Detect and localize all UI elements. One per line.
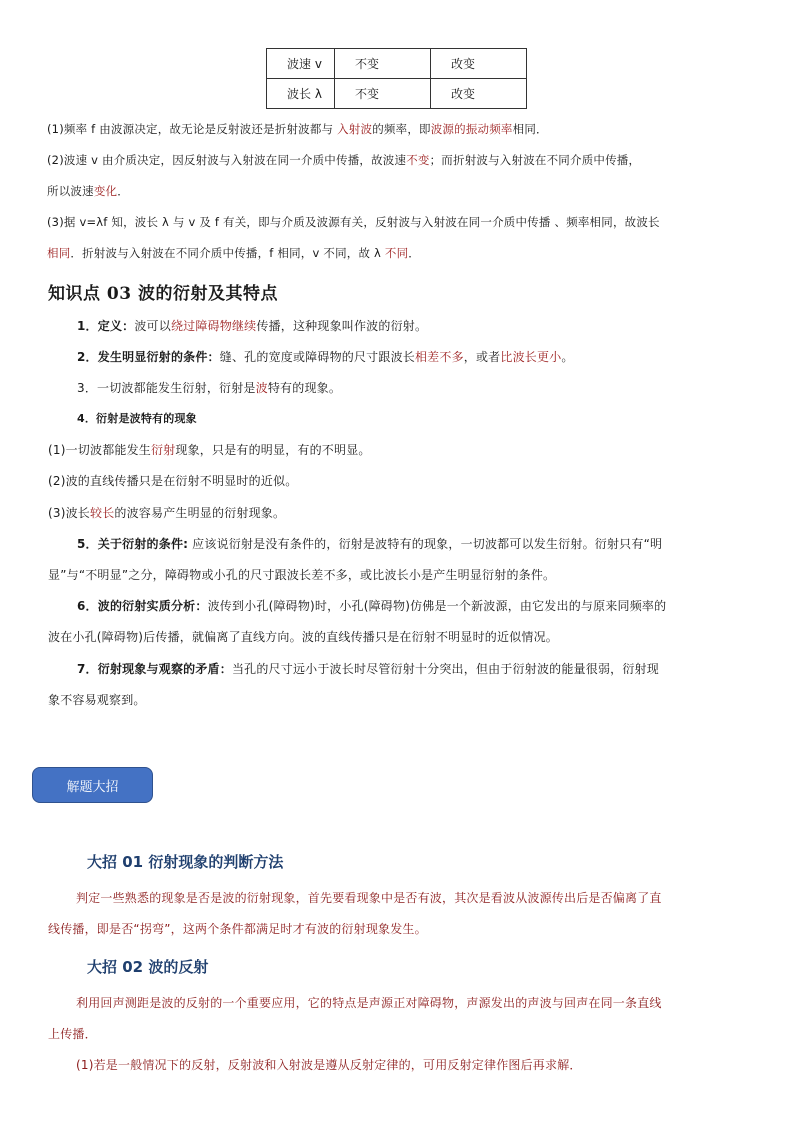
item-about-condition-line2: 显”与“不明显”之分，障碍物或小孔的尺寸跟波长差不多，或比波长小是产生明显衍射的条件。	[48, 568, 556, 582]
text: (1)频率 f 由波源决定，故无论是反射波还是折射波都与	[47, 122, 338, 136]
text: (2)波速 v 由介质决定，因反射波与入射波在同一介质中传播，故波速	[47, 153, 407, 167]
paragraph-frequency	[47, 121, 548, 137]
paragraph-speed-line1	[47, 152, 640, 168]
item-label: 1．定义：	[77, 319, 135, 333]
table-row	[267, 79, 527, 109]
item-label: 4．衍射是波特有的现象	[77, 412, 197, 425]
item-essence-line2: 波在小孔(障碍物)后传播，就偏离了直线方向。波的直线传播只是在衍射不明显时的近似情况。	[48, 630, 558, 644]
emphasis-text: 入射波	[337, 122, 373, 136]
table-row	[267, 49, 527, 79]
table-cell: 波速 v	[267, 49, 335, 79]
tip1-line2: 线传播，即是否“拐弯”，这两个条件都满足时才有波的衍射现象发生。	[48, 922, 427, 936]
tip-heading-diffraction: 大招 01 衍射现象的判断方法	[87, 853, 284, 871]
text: (1)一切波都能发生	[48, 443, 151, 457]
tip-heading-reflection: 大招 02 波的反射	[87, 958, 209, 976]
wave-property-table	[266, 48, 527, 109]
emphasis-text: 相同	[47, 246, 71, 260]
paragraph-wavelength-line2	[47, 245, 420, 261]
text: 应该说衍射是没有条件的，衍射是波特有的现象，一切波都可以发生衍射。衍射只有“明	[188, 537, 663, 551]
item-sub-2: (2)波的直线传播只是在衍射不明显时的近似。	[48, 474, 298, 488]
tip2-line2: 上传播．	[48, 1027, 97, 1041]
text: (3)据 v=λf 知，波长 λ 与 v 及 f 有关，即与介质及波源有关，反射波与入射波在同一介质中传播 、频率相同，故波长	[47, 215, 660, 229]
tip2-line1: 利用回声测距是波的反射的一个重要应用，它的特点是声源正对障碍物，声源发出的声波与回声在同一条直线	[76, 996, 662, 1010]
emphasis-text: 较长	[90, 506, 115, 520]
item-all-waves	[77, 380, 341, 396]
tip1-line1: 判定一些熟悉的现象是否是波的衍射现象，首先要看现象中是否有波，其次是看波从波源传出后是否偏离了直	[76, 891, 662, 905]
text: ；而折射波与入射波在不同介质中传播，	[429, 153, 641, 167]
text: 当孔的尺寸远小于波长时尽管衍射十分突出，但由于衍射波的能量很弱，衍射现	[231, 662, 659, 676]
table-cell: 不变	[335, 79, 431, 109]
text: 。	[561, 350, 574, 364]
table-cell: 改变	[431, 49, 527, 79]
text: ．	[117, 184, 129, 198]
emphasis-text: 波源的振动频率	[430, 122, 513, 136]
section-heading: 知识点 03 波的衍射及其特点	[48, 284, 278, 304]
emphasis-text: 变化	[93, 184, 118, 198]
text: (3)波长	[48, 506, 90, 520]
text: 所以波速	[47, 184, 94, 198]
table-cell: 改变	[431, 79, 527, 109]
item-contradiction-line2: 象不容易观察到。	[48, 693, 146, 707]
item-label: 6．波的衍射实质分析：	[77, 599, 208, 613]
emphasis-text: 不变	[406, 153, 430, 167]
paragraph-wavelength-line1	[47, 214, 660, 230]
table-cell: 不变	[335, 49, 431, 79]
text: 缝、孔的宽度或障碍物的尺寸跟波长	[219, 350, 415, 364]
item-label: 2．发生明显衍射的条件：	[77, 350, 220, 364]
emphasis-text: 不同	[384, 246, 409, 260]
text: 波传到小孔(障碍物)时，小孔(障碍物)仿佛是一个新波源，由它发出的与原来同频率的	[207, 599, 667, 613]
item-contradiction-line1	[77, 661, 659, 677]
emphasis-text: 波	[255, 381, 268, 395]
emphasis-text: 相差不多	[414, 350, 464, 364]
emphasis-text: 绕过障碍物继续	[170, 319, 257, 333]
item-unique-phenomenon	[77, 411, 197, 427]
item-about-condition-line1	[77, 536, 662, 552]
text: 特有的现象。	[267, 381, 342, 395]
text: 波可以	[134, 319, 171, 333]
text: 的频率，即	[372, 122, 431, 136]
paragraph-speed-line2	[47, 183, 129, 199]
text: 相同．	[512, 122, 548, 136]
text: ，或者	[463, 350, 501, 364]
item-condition	[77, 349, 574, 365]
tips-button[interactable]: 解题大招	[32, 767, 153, 803]
table-cell: 波长 λ	[267, 79, 335, 109]
text: 传播，这种现象叫作波的衍射。	[256, 319, 428, 333]
text: 3．一切波都能发生衍射，衍射是	[77, 381, 256, 395]
text: 的波容易产生明显的衍射现象。	[114, 506, 286, 520]
emphasis-text: 比波长更小	[500, 350, 562, 364]
text: ．	[408, 246, 420, 260]
emphasis-text: 衍射	[151, 443, 176, 457]
item-sub-3	[48, 505, 285, 521]
item-definition	[77, 318, 427, 334]
item-label: 7．衍射现象与观察的矛盾：	[77, 662, 232, 676]
text: ．折射波与入射波在不同介质中传播，f 相同，v 不同，故 λ	[70, 246, 385, 260]
tip2-line3: (1)若是一般情况下的反射，反射波和入射波是遵从反射定律的，可用反射定律作图后再求解．	[76, 1058, 582, 1072]
item-essence-line1	[77, 598, 666, 614]
item-sub-1	[48, 442, 371, 458]
text: 现象，只是有的明显，有的不明显。	[175, 443, 371, 457]
item-label: 5．关于衍射的条件:	[77, 537, 189, 551]
